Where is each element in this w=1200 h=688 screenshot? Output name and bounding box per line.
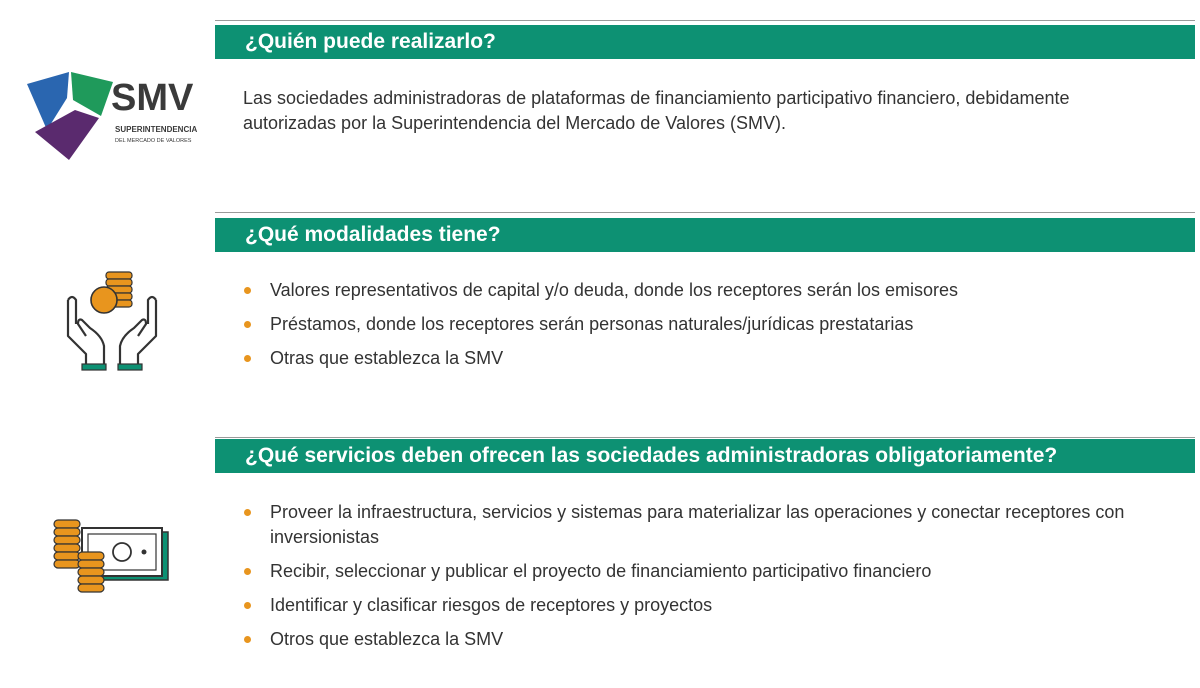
hands-coins-icon (62, 268, 162, 373)
smv-logo (25, 70, 200, 165)
list-item (243, 312, 1153, 337)
logo-subtitle-1: SUPERINTENDENCIA (115, 125, 198, 134)
list-item-text: Proveer la infraestructura, servicios y sistemas para materializar las operaciones y conectar receptores con inversionistas (270, 502, 1125, 547)
logo-subtitle-2: DEL MERCADO DE VALORES (115, 138, 192, 144)
modalities-list (243, 278, 1153, 380)
list-item-text: Identificar y clasificar riesgos de receptores y proyectos (270, 595, 713, 615)
divider (215, 20, 1195, 21)
section-body-text: Las sociedades administradoras de plataformas de financiamiento participativo financiero, debidamente autorizadas por la Superintendencia del Mercado de Valores (SMV). (243, 88, 1070, 133)
list-item-text: Recibir, seleccionar y publicar el proyecto de financiamiento participativo financiero (270, 561, 932, 581)
list-item-text: Préstamos, donde los receptores serán personas naturales/jurídicas prestatarias (270, 314, 914, 334)
bullet-icon (244, 602, 251, 609)
list-item (243, 559, 1153, 584)
bullet-icon (244, 568, 251, 575)
services-list (243, 500, 1153, 661)
bullet-icon (244, 287, 251, 294)
money-coins-icon (50, 512, 175, 597)
divider (215, 212, 1195, 213)
list-item (243, 278, 1153, 303)
smv-logo-graphic (25, 70, 200, 165)
section-title: ¿Qué servicios deben ofrecen las sociedades administradoras obligatoriamente? (215, 439, 1195, 473)
list-item-text: Otros que establezca la SMV (270, 629, 504, 649)
bullet-icon (244, 509, 251, 516)
list-item (243, 500, 1153, 550)
divider (215, 437, 1195, 438)
list-item (243, 593, 1153, 618)
list-item (243, 627, 1153, 652)
bullet-icon (244, 355, 251, 362)
bullet-icon (244, 636, 251, 643)
list-item-text: Otras que establezca la SMV (270, 348, 504, 368)
list-item-text: Valores representativos de capital y/o deuda, donde los receptores serán los emisores (270, 280, 959, 300)
bullet-icon (244, 321, 251, 328)
list-item (243, 346, 1153, 371)
logo-wordmark: SMV (111, 77, 194, 119)
section-title: ¿Qué modalidades tiene? (215, 218, 1195, 252)
section-title: ¿Quién puede realizarlo? (215, 25, 1195, 59)
